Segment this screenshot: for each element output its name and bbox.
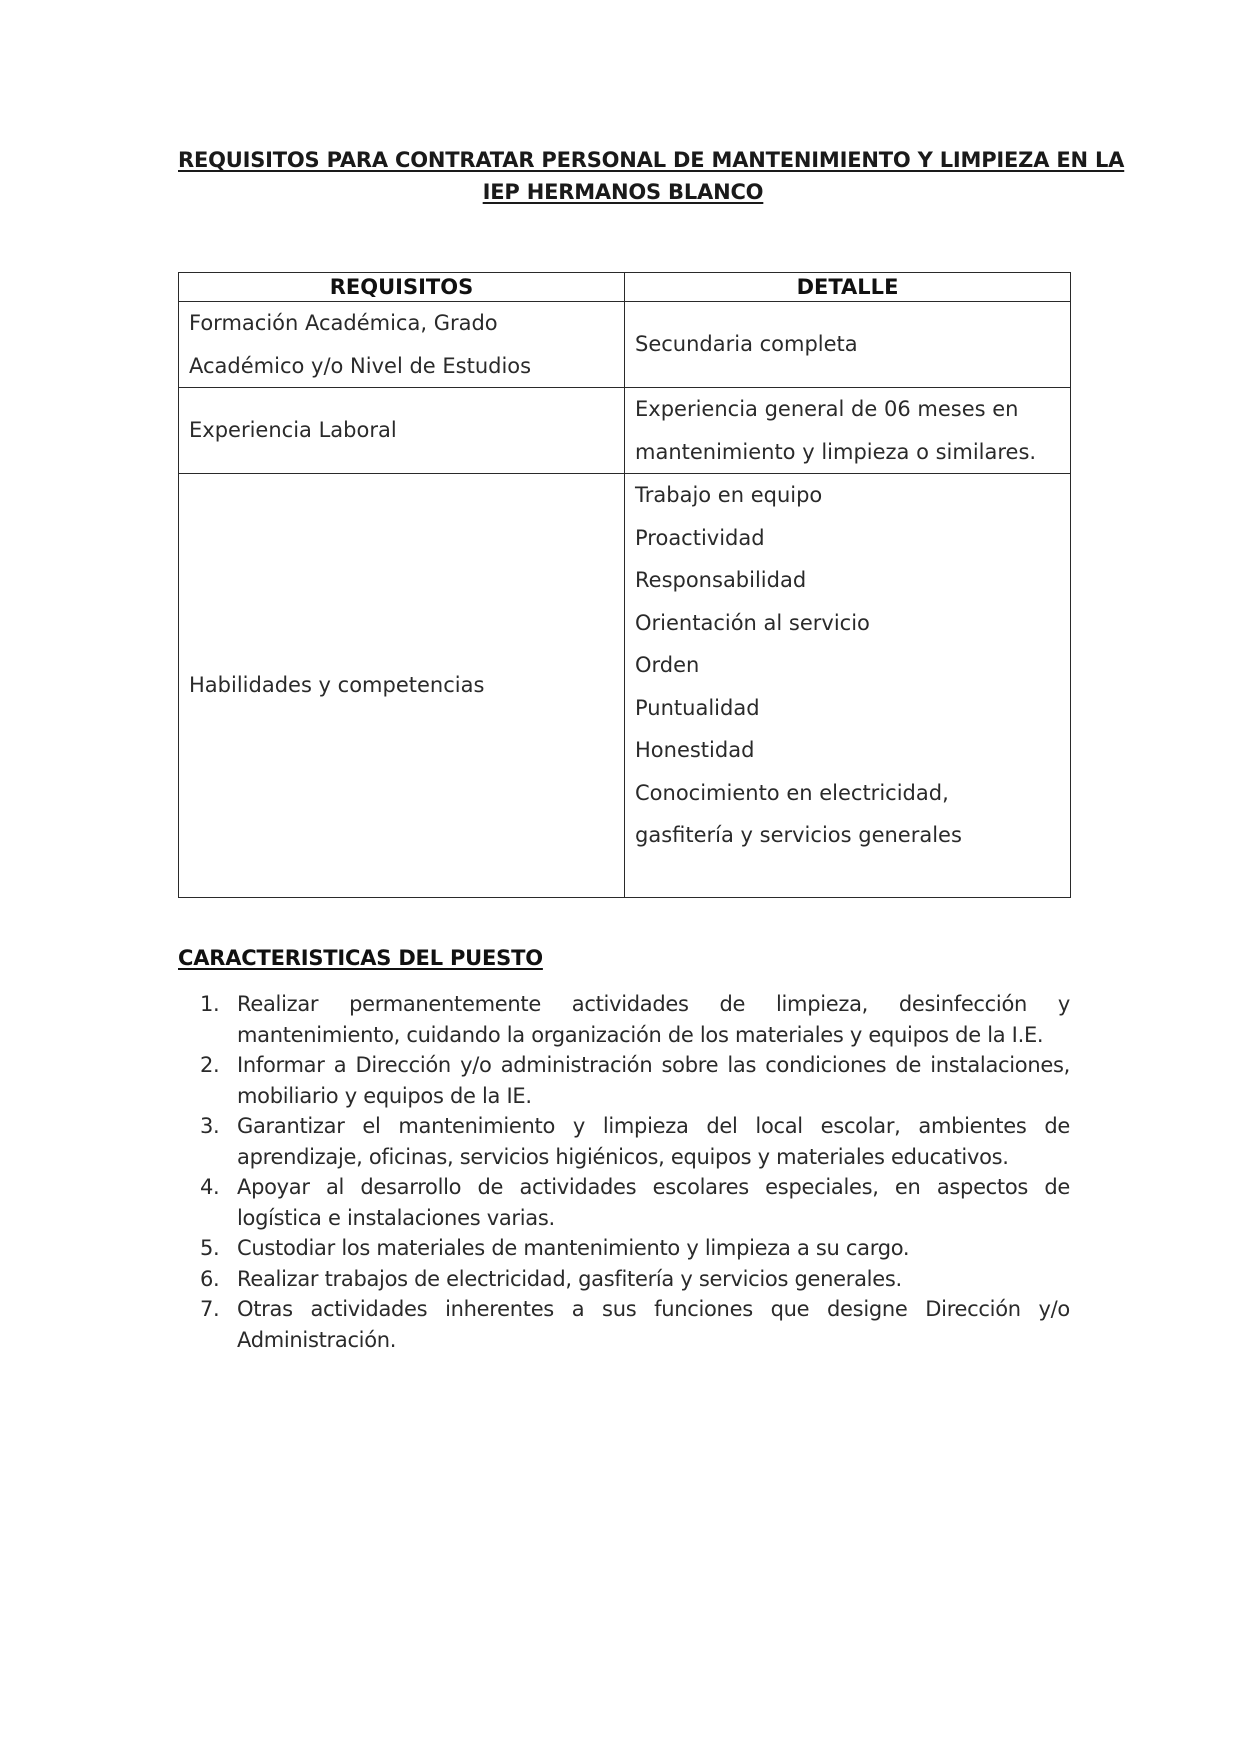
requirement-text: Formación Académica, Grado [189,311,498,335]
requirement-cell [179,388,625,474]
page-title-line-2: IEP HERMANOS BLANCO [482,180,764,204]
header-detalle: DETALLE [625,273,1071,302]
detail-text: mantenimiento y limpieza o similares. [635,439,1037,464]
detail-text: Experiencia general de 06 meses en [635,397,1019,421]
list-item-number: 2. [200,1053,220,1077]
page-title-line-1: REQUISITOS PARA CONTRATAR PERSONAL DE MANTENIMIENTO Y LIMPIEZA EN LA [178,148,1125,172]
table-header-row [179,273,1071,302]
list-item-text: Realizar permanentemente actividades de limpieza, desinfección y mantenimiento, cuidando la organización de los materiales y equipos de la I.E. [237,992,1070,1047]
list-item-number: 5. [200,1236,220,1260]
section-heading: CARACTERISTICAS DEL PUESTO [178,946,543,970]
list-item-text: Otras actividades inherentes a sus funciones que designe Dirección y/o Administración. [237,1297,1070,1352]
list-item-number: 3. [200,1114,220,1138]
table-row [179,474,1071,898]
list-item-text: Apoyar al desarrollo de actividades escolares especiales, en aspectos de logística e instalaciones varias. [237,1175,1070,1230]
list-item [178,1172,1070,1233]
list-item [178,989,1070,1050]
characteristics-list [178,989,1070,1355]
detail-cell [625,388,1071,474]
skill-item: Orientación al servicio [635,610,870,635]
requirement-text: Habilidades y competencias [189,673,485,698]
requirement-text: Académico y/o Nivel de Estudios [189,353,532,378]
skill-item: Proactividad [635,525,765,550]
page-title [178,144,1125,208]
list-item-number: 7. [200,1297,220,1321]
skill-item: Conocimiento en electricidad, [635,780,949,805]
skill-item: Trabajo en equipo [635,483,823,507]
list-item-number: 1. [200,992,220,1016]
list-item-text: Custodiar los materiales de mantenimiento y limpieza a su cargo. [237,1236,910,1260]
skill-item: Puntualidad [635,695,760,720]
table-row [179,302,1071,388]
skill-item: Honestidad [635,738,755,762]
requirement-cell [179,302,625,388]
list-item-text: Informar a Dirección y/o administración sobre las condiciones de instalaciones, mobiliario y equipos de la IE. [237,1053,1070,1108]
list-item-number: 6. [200,1266,220,1291]
detail-text: Secundaria completa [635,332,858,357]
requirement-cell [179,474,625,898]
skill-item: gasfitería y servicios generales [635,823,962,847]
list-item-text: Realizar trabajos de electricidad, gasfitería y servicios generales. [237,1266,902,1291]
list-item [178,1294,1070,1355]
list-item-text: Garantizar el mantenimiento y limpieza del local escolar, ambientes de aprendizaje, oficinas, servicios higiénicos, equipos y materiales educativos. [237,1114,1070,1169]
requirements-table [178,272,1071,898]
list-item [178,1264,1070,1295]
table-row [179,388,1071,474]
list-item-number: 4. [200,1175,220,1199]
skill-item: Responsabilidad [635,568,807,592]
detail-cell [625,474,1071,898]
header-requisitos: REQUISITOS [179,273,625,302]
requirement-text: Experiencia Laboral [189,418,397,443]
skill-item: Orden [635,653,700,677]
list-item [178,1111,1070,1172]
detail-cell [625,302,1071,388]
list-item [178,1050,1070,1111]
list-item [178,1233,1070,1264]
